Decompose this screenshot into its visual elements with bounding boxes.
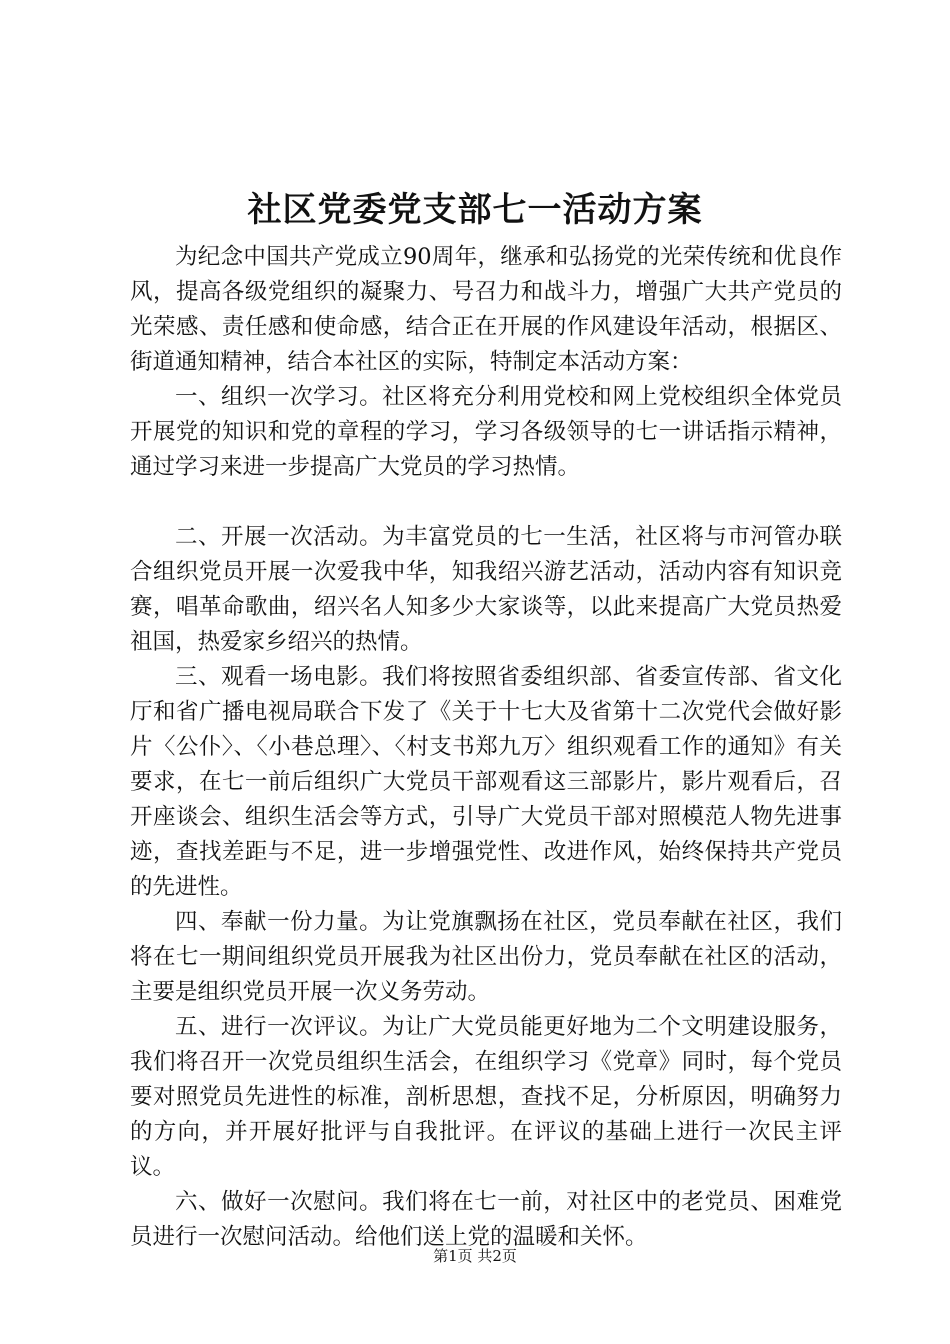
document-title: 社区党委党支部七一活动方案 (247, 190, 703, 230)
section-1-paragraph: 一、组织一次学习。社区将充分利用党校和网上党校组织全体党员开展党的知识和党的章程的学习，学习各级领导的七一讲话指示精神，通过学习来进一步提高广大党员的学习热情。 (130, 384, 842, 480)
section-4-paragraph: 四、奉献一份力量。为让党旗飘扬在社区，党员奉献在社区，我们将在七一期间组织党员开展我为社区出份力，党员奉献在社区的活动，主要是组织党员开展一次义务劳动。 (130, 909, 842, 1005)
section-5-paragraph: 五、进行一次评议。为让广大党员能更好地为二个文明建设服务，我们将召开一次党员组织生活会，在组织学习《党章》同时，每个党员要对照党员先进性的标准，剖析思想，查找不足，分析原因，明确努力的方向，并开展好批评与自我批评。在评议的基础上进行一次民主评议。 (130, 1014, 842, 1180)
section-3-paragraph: 三、观看一场电影。我们将按照省委组织部、省委宣传部、省文化厅和省广播电视局联合下发了《关于十七大及省第十二次党代会做好影片〈公仆〉、〈小巷总理〉、〈村支书郑九万〉组织观看工作的通知》有关要求，在七一前后组织广大党员干部观看这三部影片，影片观看后，召开座谈会、组织生活会等方式，引导广大党员干部对照模范人物先进事迹，查找差距与不足，进一步增强党性、改进作风，始终保持共产党员的先进性。 (130, 664, 842, 900)
page-footer: 第1页 共2页 (433, 1247, 517, 1265)
section-6-paragraph: 六、做好一次慰问。我们将在七一前，对社区中的老党员、困难党员进行一次慰问活动。给他们送上党的温暖和关怀。 (130, 1189, 842, 1250)
document-body (130, 240, 842, 1255)
section-2-paragraph: 二、开展一次活动。为丰富党员的七一生活，社区将与市河管办联合组织党员开展一次爱我中华，知我绍兴游艺活动，活动内容有知识竞赛，唱革命歌曲，绍兴名人知多少大家谈等，以此来提高广大党员热爱祖国，热爱家乡绍兴的热情。 (130, 524, 842, 655)
intro-paragraph: 为纪念中国共产党成立90周年，继承和弘扬党的光荣传统和优良作风，提高各级党组织的凝聚力、号召力和战斗力，增强广大共产党员的光荣感、责任感和使命感，结合正在开展的作风建设年活动，根据区、街道通知精神，结合本社区的实际，特制定本活动方案： (130, 244, 842, 375)
